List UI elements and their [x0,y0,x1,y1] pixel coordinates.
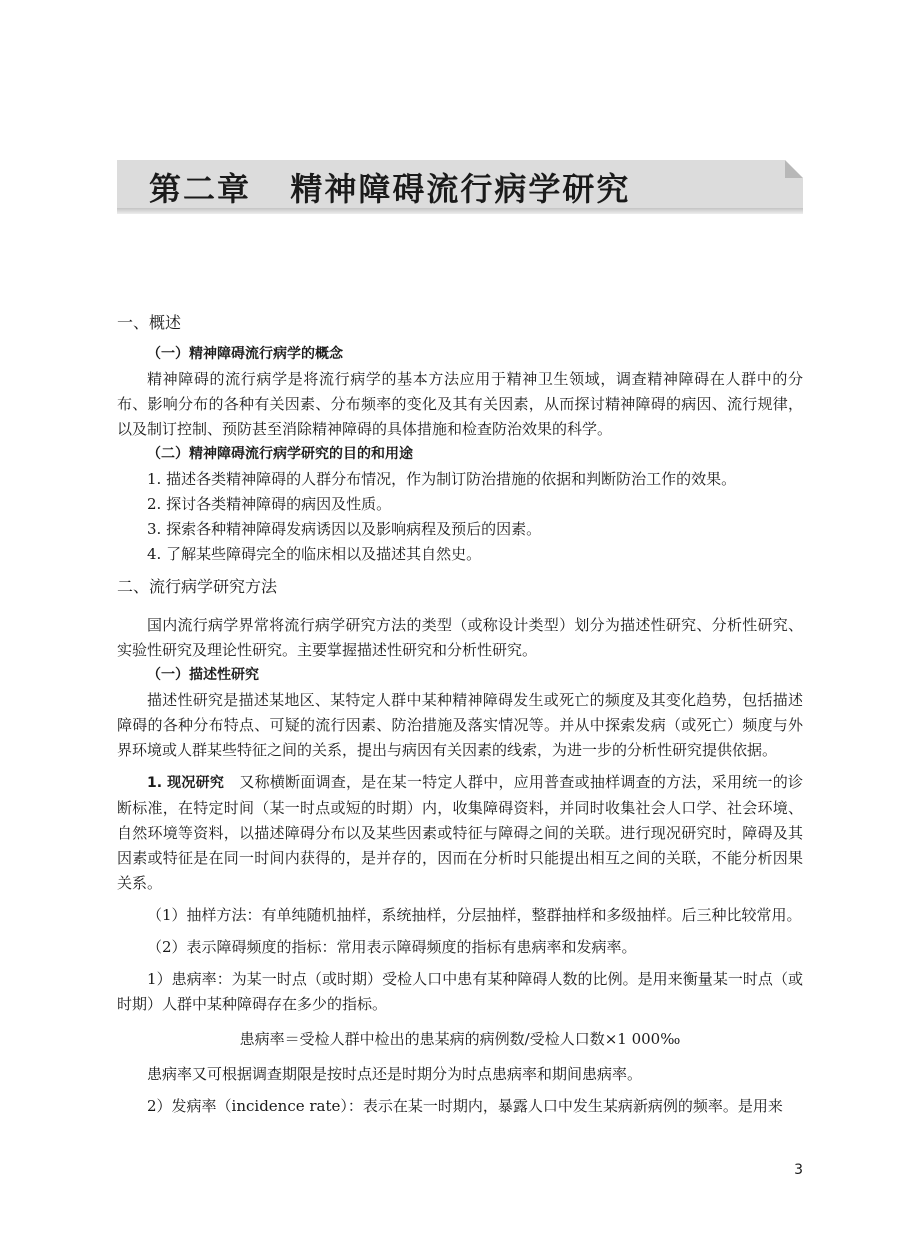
descriptive-paragraph: 描述性研究是描述某地区、某特定人群中某种精神障碍发生或死亡的频度及其变化趋势，包括描述障碍的各种分布特点、可疑的流行因素、防治措施及落实情况等。并从中探索发病（或死亡）频度与外界环境或人群某些特征之间的关系，提出与病因有关因素的线索，为进一步的分析性研究提供依据。 [117,691,803,759]
banner-shadow [117,208,803,214]
chapter-title: 第二章 精神障碍流行病学研究 [149,170,631,208]
survey-text: 又称横断面调查，是在某一特定人群中，应用普查或抽样调查的方法，采用统一的诊断标准，在特定时间（某一时点或短的时期）内，收集障碍资料，并同时收集社会人口学、社会环境、自然环境等资料，以描述障碍分布以及某些因素或特征与障碍之间的关联。进行现况研究时，障碍及其因素或特征是在同一时间内获得的，是并存的，因而在分析时只能提出相互之间的关联，不能分析因果关系。 [117,773,803,892]
subsection-heading-purpose: （二）精神障碍流行病学研究的目的和用途 [147,446,413,462]
prevalence-paragraph: 1）患病率：为某一时点（或时期）受检人口中患有某种障碍人数的比例。是用来衡量某一时点（或时期）人群中某种障碍存在多少的指标。 [117,970,803,1013]
purpose-item-1: 1. 描述各类精神障碍的人群分布情况，作为制订防治措施的依据和判断防治工作的效果。 [147,470,737,488]
incidence-paragraph: 2）发病率（incidence rate）：表示在某一时期内，暴露人口中发生某病新病例的频率。是用来 [147,1097,783,1115]
survey-lead: 1. 现况研究 [147,775,225,791]
section-heading-overview: 一、概述 [117,313,182,332]
prevalence-note-paragraph: 患病率又可根据调查期限是按时点还是时期分为时点患病率和期间患病率。 [147,1065,643,1083]
subsection-heading-descriptive: （一）描述性研究 [147,667,259,683]
page-content [117,310,803,1119]
sampling-paragraph: （1）抽样方法：有单纯随机抽样，系统抽样，分层抽样，整群抽样和多级抽样。后三种比较常用。 [147,906,802,924]
methods-intro-paragraph: 国内流行病学界常将流行病学研究方法的类型（或称设计类型）划分为描述性研究、分析性研究、实验性研究及理论性研究。主要掌握描述性研究和分析性研究。 [117,616,803,659]
purpose-item-4: 4. 了解某些障碍完全的临床相以及描述其自然史。 [147,545,482,563]
purpose-item-2: 2. 探讨各类精神障碍的病因及性质。 [147,495,392,513]
subsection-heading-concept: （一）精神障碍流行病学的概念 [147,346,343,362]
prevalence-formula: 患病率＝受检人群中检出的患某病的病例数/受检人口数×1 000‰ [239,1030,681,1048]
section-heading-methods: 二、流行病学研究方法 [117,577,278,596]
page-number: 3 [794,1162,803,1178]
indicators-paragraph: （2）表示障碍频度的指标：常用表示障碍频度的指标有患病率和发病率。 [147,938,637,956]
survey-paragraph [117,770,803,896]
concept-paragraph: 精神障碍的流行病学是将流行病学的基本方法应用于精神卫生领域，调查精神障碍在人群中的分布、影响分布的各种有关因素、分布频率的变化及其有关因素，从而探讨精神障碍的病因、流行规律，以及制订控制、预防甚至消除精神障碍的具体措施和检查防治效果的科学。 [117,370,803,438]
chapter-banner [117,160,803,208]
purpose-item-3: 3. 探索各种精神障碍发病诱因以及影响病程及预后的因素。 [147,520,542,538]
